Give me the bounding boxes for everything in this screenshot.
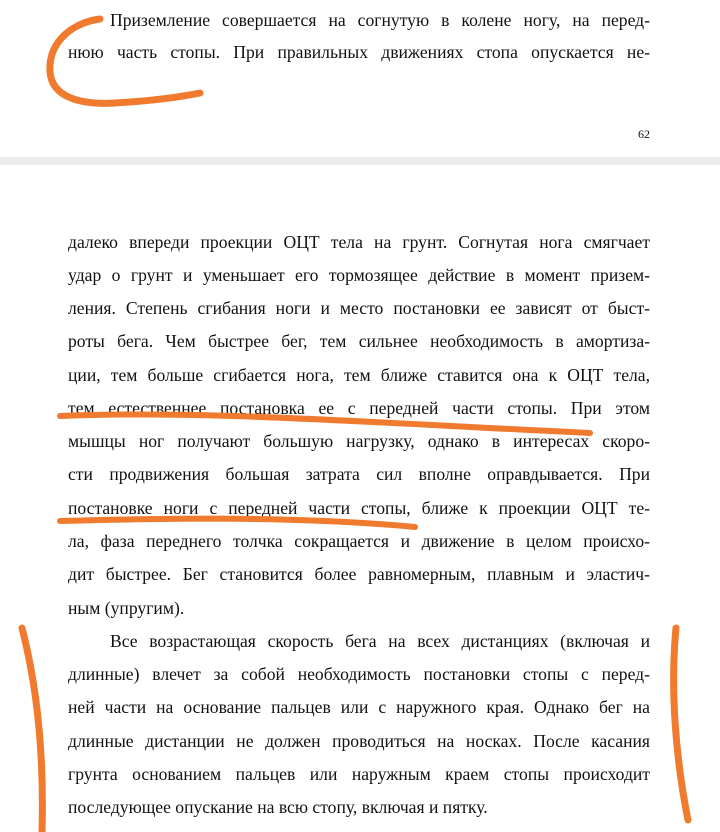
text-line: дит быстрее. Бег становится более равномерным, плавным и эластич- (68, 564, 650, 584)
text-line: удар о грунт и уменьшает его тормозящее действие в момент призем- (68, 265, 650, 285)
text-line: сти продвижения большая затрата сил вполне оправдывается. При (68, 464, 650, 484)
text-line: ла, фаза переднего толчка сокращается и движение в целом происхо- (68, 531, 650, 551)
text-line: последующее опускание на всю стопу, включая и пятку. (68, 797, 488, 817)
text-line: тем естественнее постановка ее с передней части стопы. При этом (68, 398, 650, 418)
text-line: постановке ноги с передней части стопы, ближе к проекции ОЦТ те- (68, 498, 650, 518)
text-line: ным (упругим). (68, 598, 185, 618)
text-line: длинные дистанции не должен проводиться на носках. После касания (68, 731, 650, 751)
text-line: роты бега. Чем быстрее бег, тем сильнее необходимость в амортиза- (68, 331, 650, 351)
text-line: ции, тем больше сгибается нога, тем ближе ставится она к ОЦТ тела, (68, 365, 650, 385)
page-63 (0, 165, 720, 832)
text-line: далеко впереди проекции ОЦТ тела на грунт. Согнутая нога смягчает (68, 232, 650, 252)
page-separator (0, 157, 720, 165)
text-line: ления. Степень сгибания ноги и место постановки ее зависят от быст- (68, 298, 650, 318)
text-line: нюю часть стопы. При правильных движениях стопа опускается не- (68, 42, 650, 62)
text-line: длинные) влечет за собой необходимость постановки стопы с перед- (68, 664, 650, 684)
page-62 (0, 0, 720, 157)
text-line: мышцы ног получают большую нагрузку, однако в интересах скоро- (68, 431, 650, 451)
text-line: Приземление совершается на согнутую в колене ногу, на перед- (110, 10, 650, 30)
text-line: грунта основанием пальцев или наружным краем стопы происходит (68, 764, 650, 784)
text-line: ней части на основание пальцев или с наружного края. Однако бег на (68, 697, 650, 717)
page-number: 62 (638, 127, 650, 141)
text-line: Все возрастающая скорость бега на всех дистанциях (включая и (110, 631, 650, 651)
